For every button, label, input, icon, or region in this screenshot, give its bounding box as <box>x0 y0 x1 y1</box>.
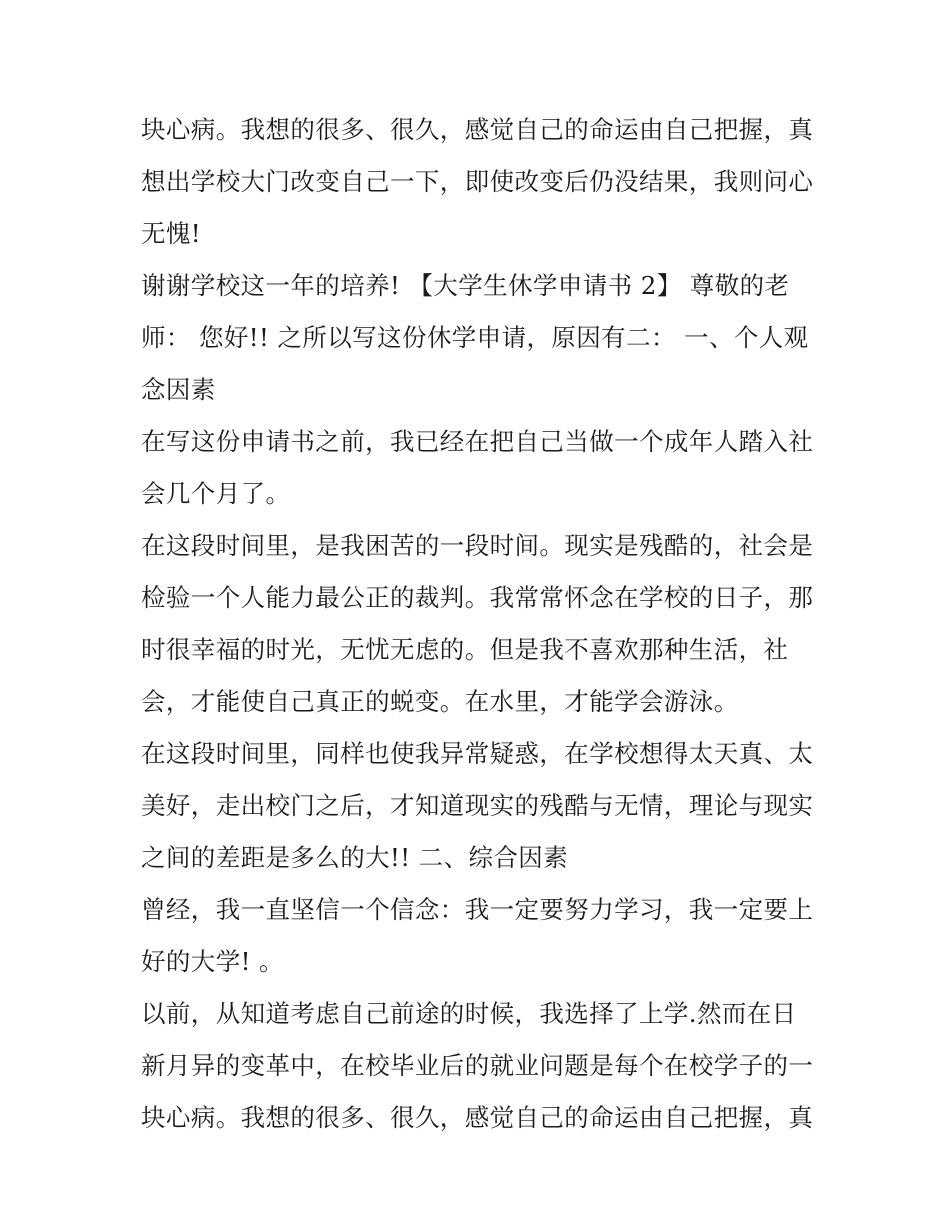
text-line: 师： 您好!! 之所以写这份休学申请，原因有二： 一、个人观 <box>141 323 809 352</box>
text-line: 无愧! <box>141 219 202 248</box>
text-line: 谢谢学校这一年的培养! 【大学生休学申请书 2】 尊敬的老 <box>141 271 790 300</box>
document-body <box>141 104 821 1144</box>
text-line: 曾经，我一直坚信一个信念：我一定要努力学习，我一定要上 <box>141 895 814 924</box>
text-line: 会，才能使自己真正的蜕变。在水里，才能学会游泳。 <box>141 687 739 716</box>
text-line: 在这段时间里，是我困苦的一段时间。现实是残酷的，社会是 <box>141 531 814 560</box>
text-line: 以前，从知道考虑自己前途的时候，我选择了上学.然而在日 <box>141 999 797 1028</box>
text-line: 检验一个人能力最公正的裁判。我常常怀念在学校的日子，那 <box>141 583 814 612</box>
text-line: 块心病。我想的很多、很久，感觉自己的命运由自己把握，真 <box>141 115 814 144</box>
text-line: 想出学校大门改变自己一下，即使改变后仍没结果，我则问心 <box>141 167 814 196</box>
text-line: 时很幸福的时光，无忧无虑的。但是我不喜欢那种生活，社 <box>141 635 789 664</box>
text-line: 美好，走出校门之后，才知道现实的残酷与无情，理论与现实 <box>141 791 814 820</box>
text-line: 在这段时间里，同样也使我异常疑惑，在学校想得太天真、太 <box>141 739 814 768</box>
text-line: 之间的差距是多么的大!! 二、综合因素 <box>141 843 569 872</box>
text-line: 在写这份申请书之前，我已经在把自己当做一个成年人踏入社 <box>141 427 814 456</box>
text-line: 新月异的变革中，在校毕业后的就业问题是每个在校学子的一 <box>141 1051 814 1080</box>
text-line: 会几个月了。 <box>141 479 291 508</box>
text-line: 块心病。我想的很多、很久，感觉自己的命运由自己把握，真 <box>141 1103 814 1132</box>
text-line: 好的大学! 。 <box>141 947 284 976</box>
text-line: 念因素 <box>141 375 216 404</box>
